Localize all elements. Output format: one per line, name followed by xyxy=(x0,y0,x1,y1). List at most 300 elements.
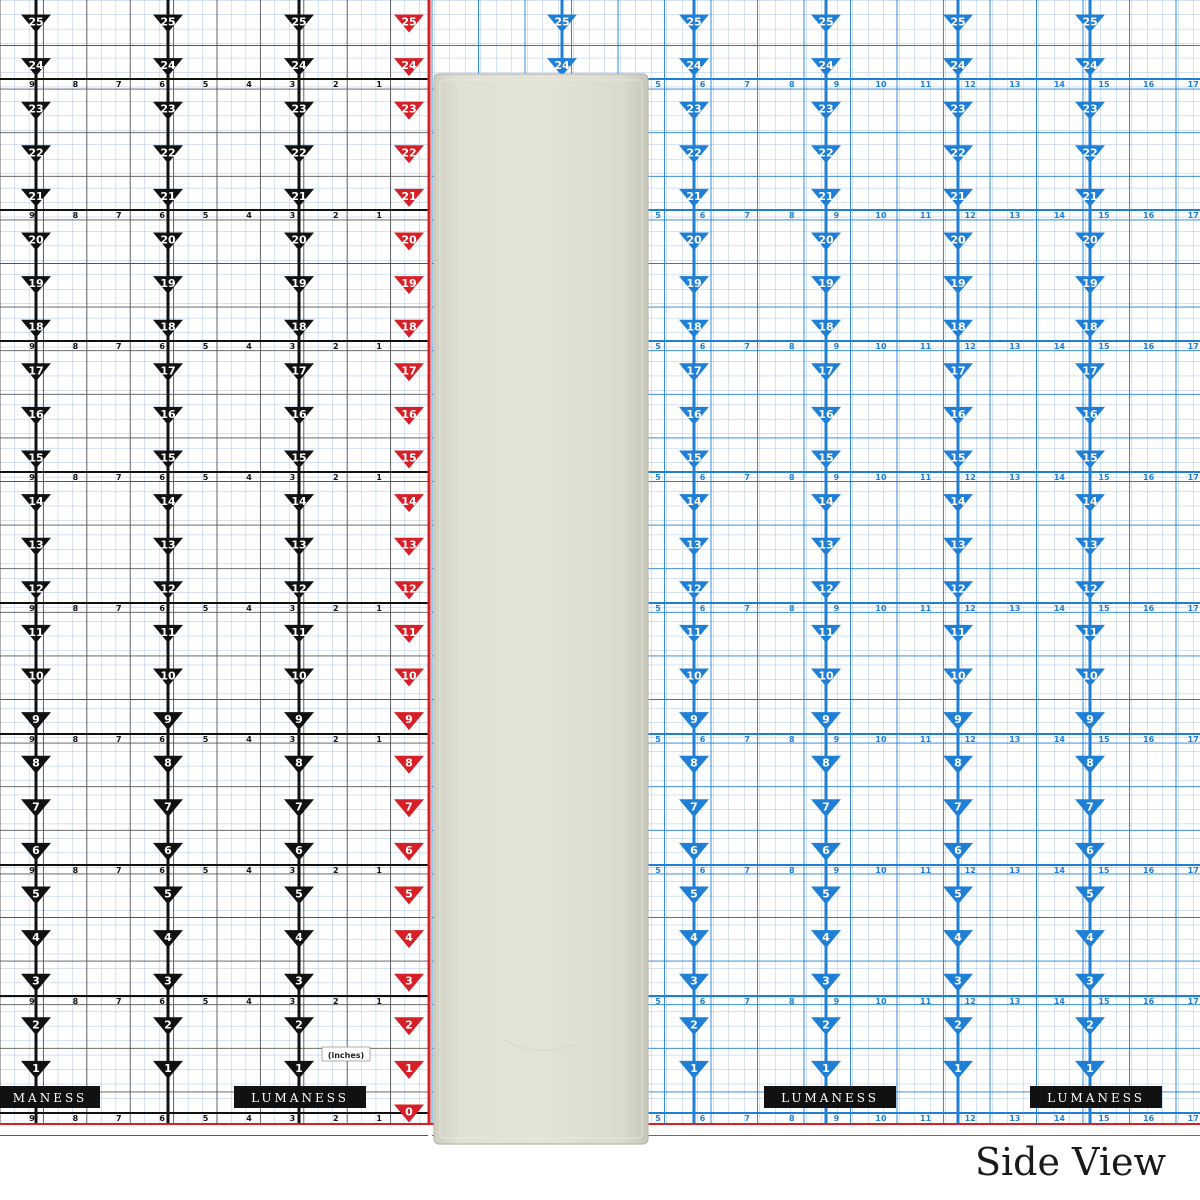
scale-number: 9 xyxy=(29,1114,35,1123)
scale-number: 12 xyxy=(964,80,976,89)
marker-value: 1 xyxy=(954,1061,962,1075)
scale-number: 5 xyxy=(202,342,209,351)
scale-number: 13 xyxy=(1009,211,1021,220)
scale-number: 13 xyxy=(1009,473,1021,482)
marker-value: 5 xyxy=(405,887,413,901)
marker-value: 19 xyxy=(401,277,417,291)
scale-number: 3 xyxy=(289,997,296,1006)
scale-number: 8 xyxy=(72,211,79,220)
marker-value: 0 xyxy=(405,1105,413,1119)
marker-value: 23 xyxy=(1082,102,1098,116)
scale-number: 8 xyxy=(789,1114,795,1123)
scale-number: 1 xyxy=(376,80,382,89)
scale-number: 13 xyxy=(1009,997,1021,1006)
marker-value: 6 xyxy=(822,843,830,857)
marker-value: 17 xyxy=(950,364,966,378)
marker-value: 5 xyxy=(1086,887,1094,901)
scale-number: 9 xyxy=(833,866,840,875)
scale-number: 9 xyxy=(29,997,35,1006)
scale-number: 11 xyxy=(920,80,932,89)
scale-number: 15 xyxy=(1098,342,1110,351)
marker-value: 20 xyxy=(291,233,307,247)
scale-number: 9 xyxy=(29,473,35,482)
scale-number: 2 xyxy=(333,473,339,482)
scale-number: 7 xyxy=(744,866,750,875)
marker-value: 12 xyxy=(28,582,44,596)
marker-value: 24 xyxy=(28,59,44,73)
scale-number: 1 xyxy=(376,211,382,220)
marker-value: 9 xyxy=(295,713,303,727)
marker-value: 9 xyxy=(32,713,40,727)
scale-number: 5 xyxy=(655,735,661,744)
scale-number: 14 xyxy=(1053,735,1065,744)
scale-number: 6 xyxy=(699,997,706,1006)
marker-value: 4 xyxy=(690,931,698,945)
scale-number: 4 xyxy=(246,735,252,744)
scale-number: 7 xyxy=(744,997,750,1006)
marker-value: 24 xyxy=(818,59,834,73)
scale-number: 14 xyxy=(1053,80,1065,89)
scale-number: 5 xyxy=(202,866,209,875)
marker-value: 18 xyxy=(950,320,966,334)
marker-value: 13 xyxy=(160,538,176,552)
marker-value: 6 xyxy=(690,843,698,857)
scale-number: 11 xyxy=(920,866,932,875)
marker-value: 12 xyxy=(401,582,417,596)
scale-number: 4 xyxy=(246,997,252,1006)
scale-number: 15 xyxy=(1098,997,1110,1006)
scale-number: 6 xyxy=(699,735,706,744)
marker-value: 4 xyxy=(32,931,40,945)
scale-number: 9 xyxy=(29,80,35,89)
scale-number: 10 xyxy=(875,735,887,744)
marker-value: 13 xyxy=(686,538,702,552)
marker-value: 21 xyxy=(401,189,417,203)
wax-block xyxy=(434,74,648,1144)
scale-number: 15 xyxy=(1098,211,1110,220)
marker-value: 7 xyxy=(954,800,962,814)
scale-number: 16 xyxy=(1143,735,1155,744)
scale-number: 5 xyxy=(655,211,661,220)
marker-value: 21 xyxy=(160,189,176,203)
marker-value: 24 xyxy=(950,59,966,73)
marker-value: 15 xyxy=(818,451,834,465)
scale-number: 7 xyxy=(116,211,122,220)
scale-number: 17 xyxy=(1187,80,1199,89)
scale-number: 10 xyxy=(875,604,887,613)
marker-value: 7 xyxy=(405,800,413,814)
marker-value: 22 xyxy=(1082,146,1098,160)
marker-value: 3 xyxy=(690,974,698,988)
marker-value: 5 xyxy=(295,887,303,901)
marker-value: 18 xyxy=(686,320,702,334)
marker-value: 19 xyxy=(818,277,834,291)
marker-value: 22 xyxy=(160,146,176,160)
marker-value: 1 xyxy=(32,1061,40,1075)
marker-value: 12 xyxy=(1082,582,1098,596)
scale-number: 12 xyxy=(964,997,976,1006)
scale-number: 7 xyxy=(744,342,750,351)
brand-label-text: MANESS xyxy=(12,1091,88,1105)
scale-number: 9 xyxy=(833,735,840,744)
scale-number: 8 xyxy=(72,1114,79,1123)
scale-number: 9 xyxy=(29,342,35,351)
marker-value: 16 xyxy=(401,407,417,421)
brand-label-text: LUMANESS xyxy=(251,1091,349,1105)
marker-value: 5 xyxy=(822,887,830,901)
marker-value: 3 xyxy=(405,974,413,988)
marker-value: 25 xyxy=(554,15,570,29)
scale-number: 13 xyxy=(1009,80,1021,89)
marker-value: 19 xyxy=(160,277,176,291)
marker-value: 20 xyxy=(401,233,417,247)
marker-value: 1 xyxy=(295,1061,303,1075)
marker-value: 19 xyxy=(291,277,307,291)
black-grid-panel xyxy=(0,0,428,1136)
units-label xyxy=(322,1047,370,1061)
scale-number: 12 xyxy=(964,1114,976,1123)
scale-number: 7 xyxy=(116,80,122,89)
marker-value: 24 xyxy=(401,59,417,73)
marker-value: 25 xyxy=(686,15,702,29)
marker-value: 7 xyxy=(1086,800,1094,814)
marker-value: 11 xyxy=(291,625,307,639)
marker-value: 1 xyxy=(822,1061,830,1075)
marker-value: 15 xyxy=(160,451,176,465)
scale-number: 16 xyxy=(1143,211,1155,220)
marker-value: 8 xyxy=(295,756,303,770)
marker-value: 13 xyxy=(401,538,417,552)
scale-number: 17 xyxy=(1187,473,1199,482)
marker-value: 5 xyxy=(32,887,40,901)
scale-number: 11 xyxy=(920,342,932,351)
marker-value: 2 xyxy=(32,1018,40,1032)
scale-number: 6 xyxy=(159,997,165,1006)
marker-value: 10 xyxy=(28,669,44,683)
scale-number: 8 xyxy=(72,735,79,744)
scale-number: 3 xyxy=(289,80,296,89)
marker-value: 10 xyxy=(818,669,834,683)
marker-value: 16 xyxy=(160,407,176,421)
scale-number: 7 xyxy=(116,1114,122,1123)
marker-value: 1 xyxy=(690,1061,698,1075)
scale-number: 2 xyxy=(333,342,339,351)
scale-number: 12 xyxy=(964,473,976,482)
marker-value: 6 xyxy=(1086,843,1094,857)
scale-number: 16 xyxy=(1143,866,1155,875)
scale-number: 1 xyxy=(376,342,382,351)
marker-value: 2 xyxy=(822,1018,830,1032)
brand-label-bottom-right xyxy=(1030,1086,1162,1108)
marker-value: 25 xyxy=(950,15,966,29)
scale-number: 14 xyxy=(1053,604,1065,613)
scale-number: 5 xyxy=(202,997,209,1006)
marker-value: 8 xyxy=(1086,756,1094,770)
marker-value: 17 xyxy=(1082,364,1098,378)
marker-value: 23 xyxy=(686,102,702,116)
scale-number: 9 xyxy=(833,997,840,1006)
brand-label-text: LUMANESS xyxy=(781,1091,879,1105)
scale-number: 11 xyxy=(920,997,932,1006)
scale-number: 15 xyxy=(1098,735,1110,744)
marker-value: 9 xyxy=(1086,713,1094,727)
brand-label-text: LUMANESS xyxy=(1047,1091,1145,1105)
scale-number: 17 xyxy=(1187,211,1199,220)
brand-label-bottom-center-left xyxy=(234,1086,366,1108)
marker-value: 1 xyxy=(164,1061,172,1075)
scale-number: 6 xyxy=(159,604,165,613)
scale-number: 14 xyxy=(1053,1114,1065,1123)
scale-number: 8 xyxy=(789,735,795,744)
scale-number: 6 xyxy=(159,735,165,744)
marker-value: 17 xyxy=(160,364,176,378)
scale-number: 1 xyxy=(376,604,382,613)
marker-value: 19 xyxy=(1082,277,1098,291)
scale-number: 3 xyxy=(289,1114,296,1123)
scale-number: 12 xyxy=(964,735,976,744)
marker-value: 7 xyxy=(690,800,698,814)
scale-number: 10 xyxy=(875,80,887,89)
scale-number: 2 xyxy=(333,997,339,1006)
scale-number: 14 xyxy=(1053,866,1065,875)
scale-number: 15 xyxy=(1098,473,1110,482)
marker-value: 11 xyxy=(28,625,44,639)
scale-number: 11 xyxy=(920,1114,932,1123)
marker-value: 4 xyxy=(164,931,172,945)
marker-value: 18 xyxy=(818,320,834,334)
marker-value: 9 xyxy=(822,713,830,727)
scale-number: 3 xyxy=(289,342,296,351)
marker-value: 9 xyxy=(954,713,962,727)
marker-value: 24 xyxy=(686,59,702,73)
marker-value: 3 xyxy=(954,974,962,988)
scale-number: 10 xyxy=(875,866,887,875)
scale-number: 15 xyxy=(1098,604,1110,613)
marker-value: 12 xyxy=(686,582,702,596)
marker-value: 20 xyxy=(950,233,966,247)
scale-number: 5 xyxy=(655,866,661,875)
marker-value: 15 xyxy=(1082,451,1098,465)
scale-number: 8 xyxy=(789,211,795,220)
scale-number: 9 xyxy=(833,80,840,89)
marker-value: 4 xyxy=(954,931,962,945)
marker-value: 10 xyxy=(686,669,702,683)
scale-number: 6 xyxy=(159,473,165,482)
scale-number: 16 xyxy=(1143,473,1155,482)
marker-value: 23 xyxy=(28,102,44,116)
marker-value: 2 xyxy=(295,1018,303,1032)
scale-number: 15 xyxy=(1098,866,1110,875)
marker-value: 13 xyxy=(1082,538,1098,552)
scale-number: 5 xyxy=(655,80,661,89)
scale-number: 6 xyxy=(159,80,165,89)
marker-value: 14 xyxy=(686,495,702,509)
marker-value: 15 xyxy=(950,451,966,465)
marker-value: 21 xyxy=(686,189,702,203)
marker-value: 14 xyxy=(28,495,44,509)
marker-value: 5 xyxy=(164,887,172,901)
scale-number: 10 xyxy=(875,1114,887,1123)
scale-number: 2 xyxy=(333,604,339,613)
scale-number: 3 xyxy=(289,473,296,482)
scale-number: 9 xyxy=(833,473,840,482)
scale-number: 11 xyxy=(920,473,932,482)
scale-number: 7 xyxy=(744,211,750,220)
scale-number: 8 xyxy=(72,997,79,1006)
scale-number: 14 xyxy=(1053,473,1065,482)
marker-value: 12 xyxy=(818,582,834,596)
marker-value: 11 xyxy=(950,625,966,639)
marker-value: 4 xyxy=(1086,931,1094,945)
scale-number: 16 xyxy=(1143,604,1155,613)
image-caption: Side View xyxy=(974,1140,1166,1184)
marker-value: 24 xyxy=(554,59,570,73)
scale-number: 8 xyxy=(789,342,795,351)
marker-value: 19 xyxy=(950,277,966,291)
scale-number: 10 xyxy=(875,997,887,1006)
scale-number: 5 xyxy=(202,735,209,744)
scale-number: 3 xyxy=(289,211,296,220)
marker-value: 3 xyxy=(32,974,40,988)
scale-number: 3 xyxy=(289,866,296,875)
scale-number: 8 xyxy=(789,604,795,613)
marker-value: 15 xyxy=(291,451,307,465)
scale-number: 8 xyxy=(72,473,79,482)
marker-value: 20 xyxy=(686,233,702,247)
marker-value: 12 xyxy=(160,582,176,596)
scale-number: 6 xyxy=(699,211,706,220)
marker-value: 10 xyxy=(291,669,307,683)
marker-value: 18 xyxy=(1082,320,1098,334)
marker-value: 8 xyxy=(954,756,962,770)
scale-number: 16 xyxy=(1143,80,1155,89)
marker-value: 16 xyxy=(1082,407,1098,421)
marker-value: 16 xyxy=(28,407,44,421)
scale-number: 7 xyxy=(116,473,122,482)
scale-number: 13 xyxy=(1009,735,1021,744)
marker-value: 9 xyxy=(405,713,413,727)
scale-number: 5 xyxy=(202,80,209,89)
marker-value: 14 xyxy=(950,495,966,509)
marker-value: 25 xyxy=(401,15,417,29)
scale-number: 4 xyxy=(246,342,252,351)
scale-number: 1 xyxy=(376,866,382,875)
scale-number: 6 xyxy=(159,342,165,351)
scale-number: 2 xyxy=(333,866,339,875)
marker-value: 14 xyxy=(160,495,176,509)
scale-number: 6 xyxy=(699,1114,706,1123)
scale-number: 1 xyxy=(376,473,382,482)
marker-value: 25 xyxy=(28,15,44,29)
brand-label-bottom-left xyxy=(0,1086,100,1108)
marker-value: 15 xyxy=(686,451,702,465)
scale-number: 9 xyxy=(29,735,35,744)
scale-number: 14 xyxy=(1053,211,1065,220)
scale-number: 8 xyxy=(72,342,79,351)
scale-number: 4 xyxy=(246,80,252,89)
scale-number: 17 xyxy=(1187,1114,1199,1123)
marker-value: 16 xyxy=(291,407,307,421)
marker-value: 25 xyxy=(291,15,307,29)
scale-number: 6 xyxy=(159,866,165,875)
scale-number: 8 xyxy=(72,604,79,613)
scale-number: 9 xyxy=(29,604,35,613)
scale-number: 12 xyxy=(964,211,976,220)
marker-value: 11 xyxy=(160,625,176,639)
scale-number: 7 xyxy=(744,80,750,89)
scale-number: 6 xyxy=(699,342,706,351)
marker-value: 24 xyxy=(1082,59,1098,73)
marker-value: 20 xyxy=(818,233,834,247)
marker-value: 1 xyxy=(405,1061,413,1075)
marker-value: 22 xyxy=(401,146,417,160)
marker-value: 7 xyxy=(295,800,303,814)
marker-value: 6 xyxy=(164,843,172,857)
marker-value: 22 xyxy=(28,146,44,160)
marker-value: 18 xyxy=(160,320,176,334)
scale-number: 4 xyxy=(246,211,252,220)
scale-number: 4 xyxy=(246,1114,252,1123)
scale-number: 12 xyxy=(964,866,976,875)
marker-value: 16 xyxy=(950,407,966,421)
scale-number: 5 xyxy=(655,1114,661,1123)
scale-number: 11 xyxy=(920,211,932,220)
scale-number: 14 xyxy=(1053,997,1065,1006)
scale-number: 7 xyxy=(116,342,122,351)
marker-value: 25 xyxy=(1082,15,1098,29)
marker-value: 9 xyxy=(164,713,172,727)
marker-value: 6 xyxy=(405,843,413,857)
marker-value: 17 xyxy=(28,364,44,378)
scale-number: 16 xyxy=(1143,1114,1155,1123)
marker-value: 18 xyxy=(291,320,307,334)
marker-value: 21 xyxy=(1082,189,1098,203)
scale-number: 1 xyxy=(376,735,382,744)
scale-number: 17 xyxy=(1187,997,1199,1006)
scale-number: 9 xyxy=(833,604,840,613)
marker-value: 8 xyxy=(690,756,698,770)
marker-value: 16 xyxy=(818,407,834,421)
marker-value: 9 xyxy=(690,713,698,727)
scale-number: 17 xyxy=(1187,604,1199,613)
marker-value: 25 xyxy=(818,15,834,29)
marker-value: 11 xyxy=(818,625,834,639)
marker-value: 5 xyxy=(954,887,962,901)
scale-number: 10 xyxy=(875,342,887,351)
scale-number: 9 xyxy=(833,342,840,351)
marker-value: 8 xyxy=(822,756,830,770)
marker-value: 5 xyxy=(690,887,698,901)
scale-number: 7 xyxy=(744,735,750,744)
marker-value: 12 xyxy=(950,582,966,596)
scale-number: 10 xyxy=(875,473,887,482)
marker-value: 13 xyxy=(818,538,834,552)
scale-number: 17 xyxy=(1187,342,1199,351)
scale-number: 13 xyxy=(1009,1114,1021,1123)
scale-number: 6 xyxy=(699,473,706,482)
marker-value: 11 xyxy=(686,625,702,639)
marker-value: 23 xyxy=(818,102,834,116)
marker-value: 2 xyxy=(405,1018,413,1032)
scale-number: 2 xyxy=(333,735,339,744)
scale-number: 11 xyxy=(920,735,932,744)
marker-value: 20 xyxy=(1082,233,1098,247)
marker-value: 14 xyxy=(401,495,417,509)
scale-number: 11 xyxy=(920,604,932,613)
scale-number: 6 xyxy=(699,80,706,89)
units-label-text: (inches) xyxy=(327,1051,365,1060)
scale-number: 5 xyxy=(655,997,661,1006)
